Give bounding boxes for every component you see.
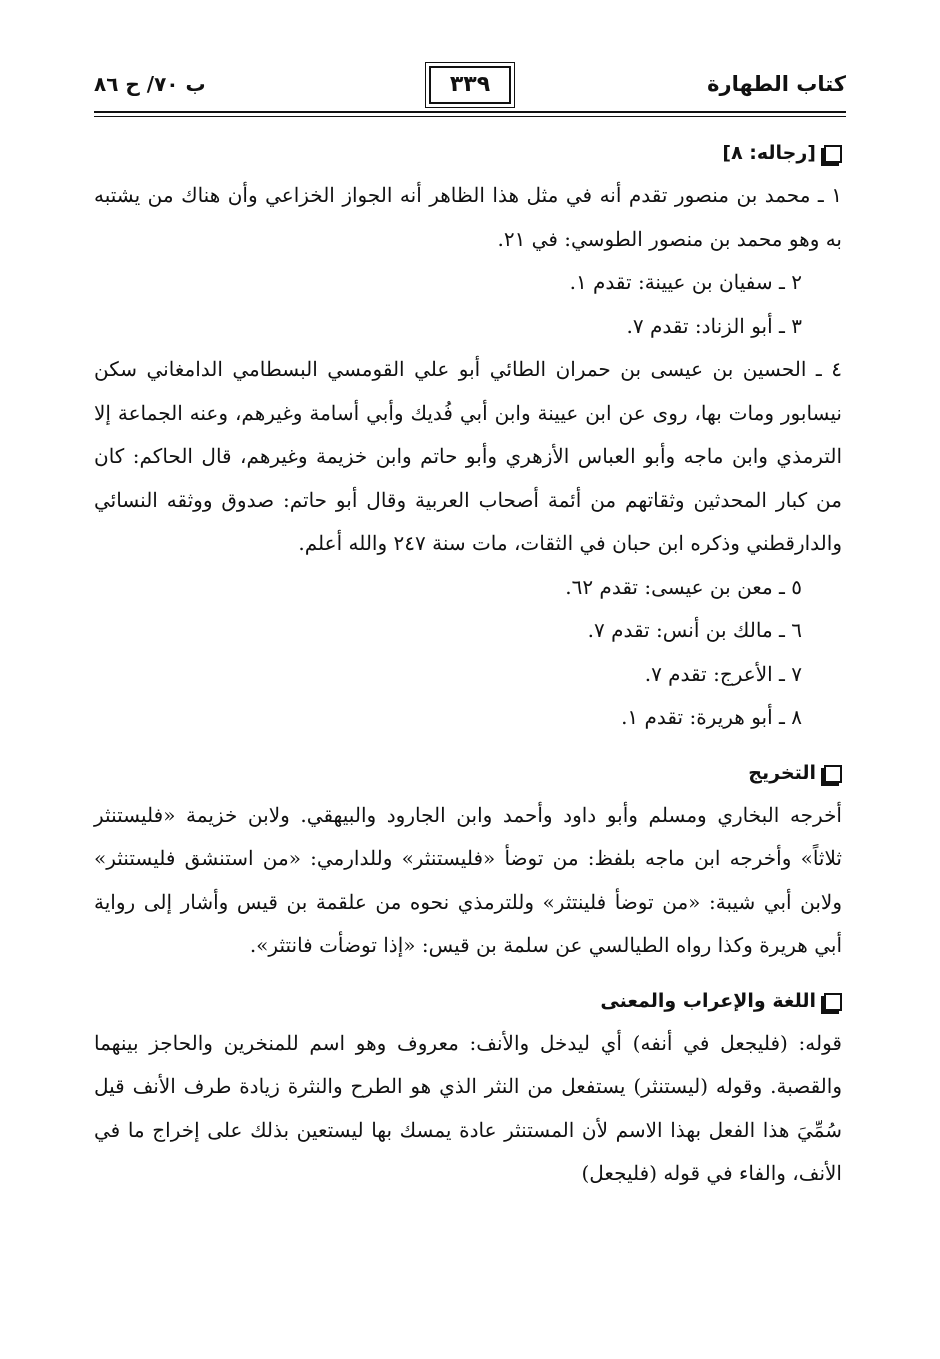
narrator-entry-8: ٨ ـ أبو هريرة: تقدم ١. [621, 705, 802, 729]
page-number: ٣٣٩ [429, 66, 511, 104]
takhrij-text: أخرجه البخاري ومسلم وأبو داود وأحمد وابن الجارود والبيهقي. ولابن خزيمة «فليستنثر ثلاثاً» وأخرجه ابن ماجه بلفظ: من توضأ «فليستنثر» وللدارمي: «من استنشق فليستنثر» ولابن أبي شيبة: «من توضأ فلينتثر» وللترمذي نحوه من علقمة بن قيس وأشار إلى رواية أبي هريرة وكذا رواه الطيالسي عن سلمة بن قيس: «إذا توضأت فانتثر». [94, 802, 842, 957]
narrator-entry-4: ٤ ـ الحسين بن عيسى بن حمران الطائي أبو علي القومسي البسطامي الدامغاني سكن نيسابور ومات بها، روى عن ابن عيينة وابن أبي فُديك وأبي أسامة وغيرهم، وعنه الجماعة إلا الترمذي وابن ماجه وأبو العباس الأزهري وأبو حاتم وابن خزيمة وغيرهم، قال الحاكم: كان من كبار المحدثين وثقاتهم من أئمة أصحاب العربية وقال أبو حاتم: صدوق ووثقه النسائي والدارقطني وذكره ابن حبان في الثقات، مات سنة ٢٤٧ والله أعلم. [94, 357, 843, 555]
hadith-reference: ب ٧٠/ ح ٨٦ [94, 72, 206, 96]
page-body [94, 134, 842, 1196]
narrator-entry-3: ٣ ـ أبو الزناد: تقدم ٧. [626, 313, 802, 338]
header-rule [94, 111, 846, 113]
page-header [94, 66, 846, 112]
checkbox-square-icon [824, 765, 842, 783]
language-text: قوله: (فليجعل في أنفه) أي ليدخل والأنف: معروف وهو اسم للمنخرين والحاجز بينهما والقصبة. وقوله (ليستنثر) يستفعل من النثر الذي هو الطرح والنثرة زيادة طرف الأنف قيل سُمِّيَ هذا الفعل بهذا الاسم لأن المستنثر عادة يمسك بها ليستعين بذلك على إخراج ما في الأنف، والفاء في قوله (فليجعل) [94, 1030, 842, 1185]
narrator-entry-5: ٥ ـ معن بن عيسى: تقدم ٦٢. [565, 574, 802, 599]
narrators-heading [94, 134, 842, 174]
narrator-entry-6: ٦ ـ مالك بن أنس: تقدم ٧. [587, 618, 802, 642]
checkbox-square-icon [824, 993, 842, 1011]
language-heading [94, 982, 842, 1022]
checkbox-square-icon [824, 145, 842, 163]
takhrij-heading [94, 754, 842, 794]
narrator-entry-1: ١ ـ محمد بن منصور تقدم أنه في مثل هذا الظاهر أنه الجواز الخزاعي وأن هناك من يشتبه به وهو محمد بن منصور الطوسي: في ٢١. [94, 183, 842, 251]
header-rule-thin [94, 116, 846, 117]
narrators-title: [رجاله: ٨] [722, 142, 816, 165]
narrator-entry-7: ٧ ـ الأعرج: تقدم ٧. [644, 661, 802, 686]
language-title: اللغة والإعراب والمعنى [600, 989, 816, 1012]
narrator-entry-2: ٢ ـ سفيان بن عيينة: تقدم ١. [569, 270, 802, 294]
book-title: كتاب الطهارة [707, 72, 846, 96]
takhrij-title: التخريج [748, 761, 816, 784]
